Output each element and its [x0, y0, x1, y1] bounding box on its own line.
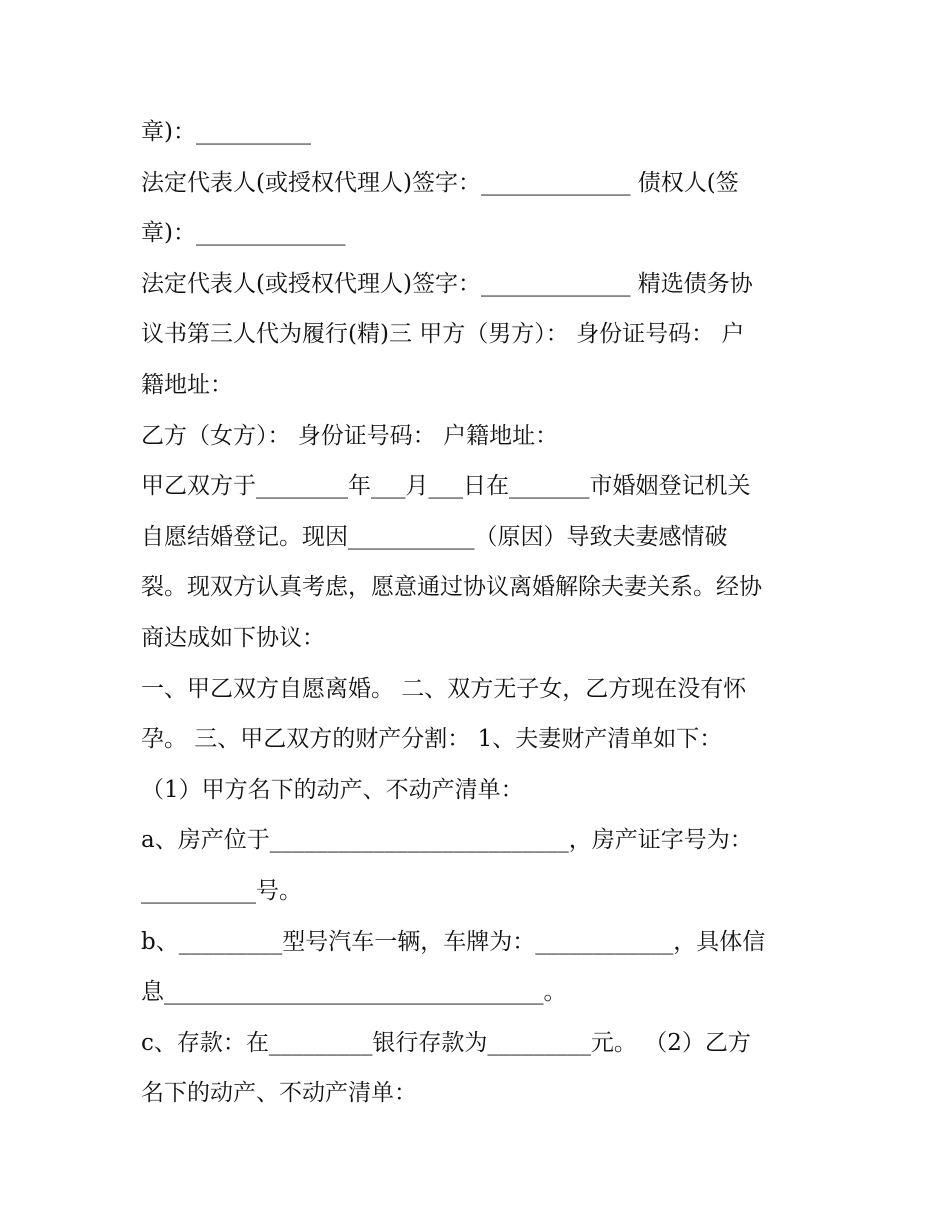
text-line-content: 籍地址：	[141, 371, 233, 398]
text-line	[141, 1018, 831, 1069]
text-line	[141, 107, 831, 158]
text-line	[141, 461, 831, 512]
text-line	[141, 664, 831, 715]
text-line-content: 甲乙双方于________年___月___日在_______市婚姻登记机关	[141, 473, 751, 500]
text-line	[141, 259, 831, 310]
text-line	[141, 562, 831, 613]
text-line-content: 议书第三人代为履行(精)三 甲方（男方）： 身份证号码： 户	[141, 321, 745, 348]
text-line-content: b、_________型号汽车一辆，车牌为：____________，具体信	[141, 928, 766, 955]
text-line-content: 乙方（女方）： 身份证号码： 户籍地址：	[141, 422, 559, 449]
text-line	[141, 1068, 831, 1119]
text-line-content: 自愿结婚登记。现因___________（原因）导致夫妻感情破	[141, 523, 728, 550]
text-line	[141, 714, 831, 765]
text-line	[141, 411, 831, 462]
text-line	[141, 613, 831, 664]
text-line-content: 章)：_____________	[141, 220, 346, 247]
text-line-content: 法定代表人(或授权代理人)签字：_____________ 精选债务协	[141, 270, 753, 297]
text-line-content: 法定代表人(或授权代理人)签字：_____________ 债权人(签	[141, 169, 739, 196]
text-line-content: a、房产位于__________________________，房产证字号为：	[141, 827, 753, 854]
text-line-content: 一、甲乙双方自愿离婚。 二、双方无子女，乙方现在没有怀	[141, 675, 747, 702]
text-line	[141, 158, 831, 209]
text-line-content: c、存款：在_________银行存款为_________元。 （2）乙方	[141, 1029, 751, 1056]
text-line	[141, 512, 831, 563]
text-line-content: 裂。现双方认真考虑，愿意通过协议离婚解除夫妻关系。经协	[141, 574, 762, 601]
text-line	[141, 208, 831, 259]
text-line-content: 息_________________________________。	[141, 979, 567, 1006]
text-line	[141, 917, 831, 968]
document-body	[141, 107, 831, 1119]
text-line	[141, 360, 831, 411]
text-line-content: 孕。 三、甲乙双方的财产分割： 1、夫妻财产清单如下：	[141, 726, 723, 753]
text-line	[141, 765, 831, 816]
text-line	[141, 309, 831, 360]
text-line-content: 名下的动产、不动产清单：	[141, 1080, 417, 1107]
text-line-content: __________号。	[141, 877, 302, 904]
text-line	[141, 815, 831, 866]
text-line-content: 商达成如下协议：	[141, 624, 325, 651]
text-line-content: （1）甲方名下的动产、不动产清单：	[141, 776, 524, 803]
text-line	[141, 967, 831, 1018]
text-line-content: 章)：__________	[141, 119, 311, 145]
text-line	[141, 866, 831, 917]
